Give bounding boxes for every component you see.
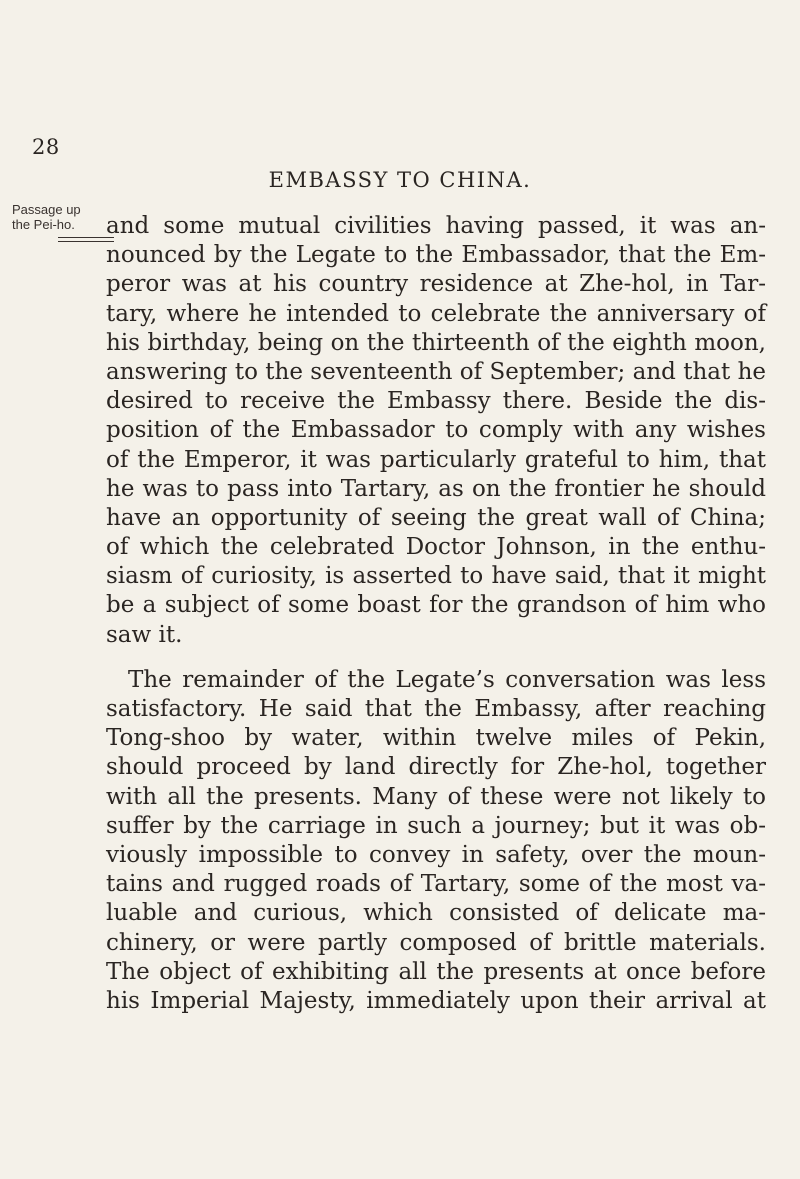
text-line: siasm of curiosity, is asserted to have said, that it might <box>106 563 766 590</box>
text-line: position of the Embassador to comply with any wishes <box>106 417 766 444</box>
text-line: luable and curious, which consisted of delicate ma- <box>106 900 766 927</box>
body-text <box>106 212 766 1016</box>
running-title: EMBASSY TO CHINA. <box>268 168 532 192</box>
text-line: suffer by the carriage in such a journey; but it was ob- <box>106 812 766 839</box>
text-line: of the Emperor, it was particularly grateful to him, that <box>106 446 766 473</box>
paragraph-1 <box>106 212 766 650</box>
text-line: The object of exhibiting all the presents at once before <box>106 958 766 985</box>
page-number: 28 <box>32 135 60 159</box>
text-line: saw it. <box>106 621 183 648</box>
text-line: chinery, or were partly composed of brittle materials. <box>106 929 766 956</box>
text-line: he was to pass into Tartary, as on the frontier he should <box>106 475 766 502</box>
margin-note <box>12 202 98 232</box>
margin-note-line: Passage up <box>12 202 81 217</box>
text-line: The remainder of the Legate’s conversation was less <box>128 666 766 693</box>
text-line: and some mutual civilities having passed, it was an- <box>106 213 766 239</box>
text-line: have an opportunity of seeing the great wall of China; <box>106 504 766 531</box>
margin-note-line: the Pei-ho. <box>12 217 75 232</box>
text-line: his Imperial Majesty, immediately upon their arrival at <box>106 987 766 1014</box>
paragraph-2 <box>106 666 766 1016</box>
text-line: be a subject of some boast for the grandson of him who <box>106 592 766 619</box>
text-line: with all the presents. Many of these were not likely to <box>106 783 766 810</box>
text-line: tains and rugged roads of Tartary, some of the most va- <box>106 871 766 898</box>
text-line: answering to the seventeenth of September; and that he <box>106 358 766 385</box>
text-line: should proceed by land directly for Zhe-hol, together <box>106 754 766 781</box>
text-line: of which the celebrated Doctor Johnson, in the enthu- <box>106 534 766 561</box>
paragraph-gap <box>106 650 766 666</box>
text-line: viously impossible to convey in safety, over the moun- <box>106 841 766 868</box>
text-line: tary, where he intended to celebrate the anniversary of <box>106 300 766 327</box>
text-line: satisfactory. He said that the Embassy, after reaching <box>106 696 766 722</box>
text-line: his birthday, being on the thirteenth of the eighth moon, <box>106 329 766 356</box>
text-line: desired to receive the Embassy there. Beside the dis- <box>106 388 766 415</box>
text-line: Tong-shoo by water, within twelve miles of Pekin, <box>106 725 766 752</box>
text-line: nounced by the Legate to the Embassador, that the Em- <box>106 242 766 269</box>
text-line: peror was at his country residence at Zhe-hol, in Tar- <box>106 271 766 298</box>
